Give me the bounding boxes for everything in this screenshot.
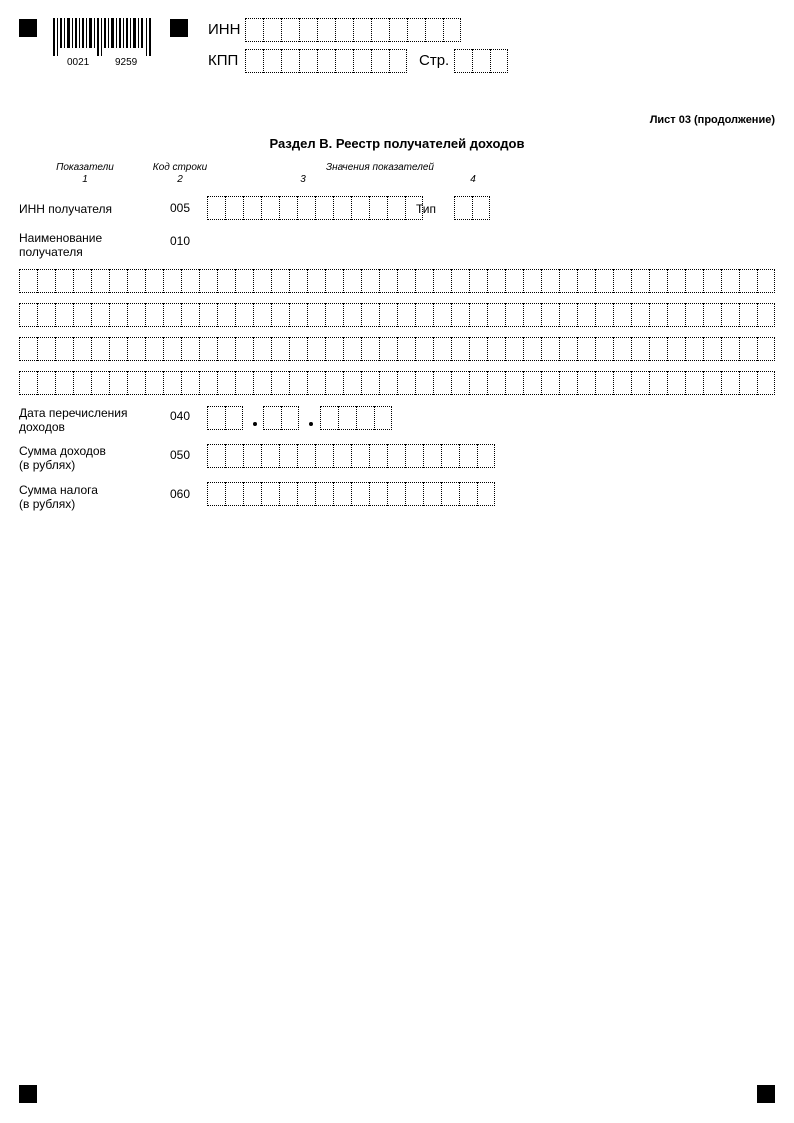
- payment-date-label: [19, 406, 128, 434]
- barcode-digits-right: 9259: [115, 57, 138, 68]
- section-title: Раздел В. Реестр получателей доходов: [269, 136, 525, 151]
- income-amount-field[interactable]: [207, 444, 495, 468]
- kpp-field[interactable]: [245, 49, 407, 73]
- corner-marker-top-mid: [170, 19, 188, 37]
- payment-date-year-field[interactable]: [320, 406, 392, 430]
- barcode-icon: [53, 18, 153, 56]
- column-3-title: Значения показателей: [325, 162, 434, 173]
- tax-amount-label-line1: Сумма налога: [19, 483, 98, 497]
- inn-label: ИНН: [208, 21, 241, 38]
- income-amount-label-line2: (в рублях): [19, 458, 76, 472]
- recipient-name-label-line1: Наименование: [19, 231, 103, 245]
- recipient-name-line-4[interactable]: [19, 371, 775, 395]
- row-code-050: 050: [170, 448, 191, 462]
- sheet-title: Лист 03 (продолжение): [649, 114, 775, 126]
- row-code-005: 005: [170, 201, 191, 215]
- column-3-number: 3: [300, 174, 306, 185]
- kpp-label: КПП: [208, 52, 239, 69]
- recipient-inn-field[interactable]: [207, 196, 423, 220]
- column-2-title: Код строки: [152, 162, 208, 173]
- payment-date-month-field[interactable]: [263, 406, 299, 430]
- barcode-digits-left: 0021: [67, 57, 90, 68]
- corner-marker-top-left: [19, 19, 37, 37]
- recipient-inn-label: ИНН получателя: [19, 202, 112, 216]
- payment-date-day-field[interactable]: [207, 406, 243, 430]
- date-separator-dot: [309, 422, 313, 426]
- page-number-field[interactable]: [454, 49, 508, 73]
- recipient-name-label: [19, 231, 102, 259]
- recipient-name-line-3[interactable]: [19, 337, 775, 361]
- payment-date-label-line1: Дата перечисления: [19, 406, 128, 420]
- row-code-010: 010: [170, 234, 191, 248]
- date-separator-dot: [253, 422, 257, 426]
- tax-amount-field[interactable]: [207, 482, 495, 506]
- column-1-title: Показатели: [56, 162, 114, 173]
- row-code-040: 040: [170, 409, 191, 423]
- recipient-name-line-2[interactable]: [19, 303, 775, 327]
- income-amount-label: [19, 444, 106, 472]
- payment-date-label-line2: доходов: [19, 420, 65, 434]
- tax-amount-label-line2: (в рублях): [19, 497, 76, 511]
- income-amount-label-line1: Сумма доходов: [19, 444, 106, 458]
- page-label: Стр.: [419, 52, 450, 69]
- corner-marker-bottom-right: [757, 1085, 775, 1103]
- inn-field[interactable]: [245, 18, 461, 42]
- column-1-header: [40, 162, 130, 186]
- column-1-number: 1: [82, 174, 88, 185]
- type-label: Тип: [416, 202, 437, 216]
- recipient-name-label-line2: получателя: [19, 245, 83, 259]
- recipient-name-line-1[interactable]: [19, 269, 775, 293]
- column-2-header: [140, 162, 220, 186]
- tax-amount-label: [19, 483, 98, 511]
- type-field[interactable]: [454, 196, 490, 220]
- column-2-number: 2: [177, 174, 183, 185]
- row-code-060: 060: [170, 487, 191, 501]
- corner-marker-bottom-left: [19, 1085, 37, 1103]
- column-4-number: 4: [470, 174, 476, 185]
